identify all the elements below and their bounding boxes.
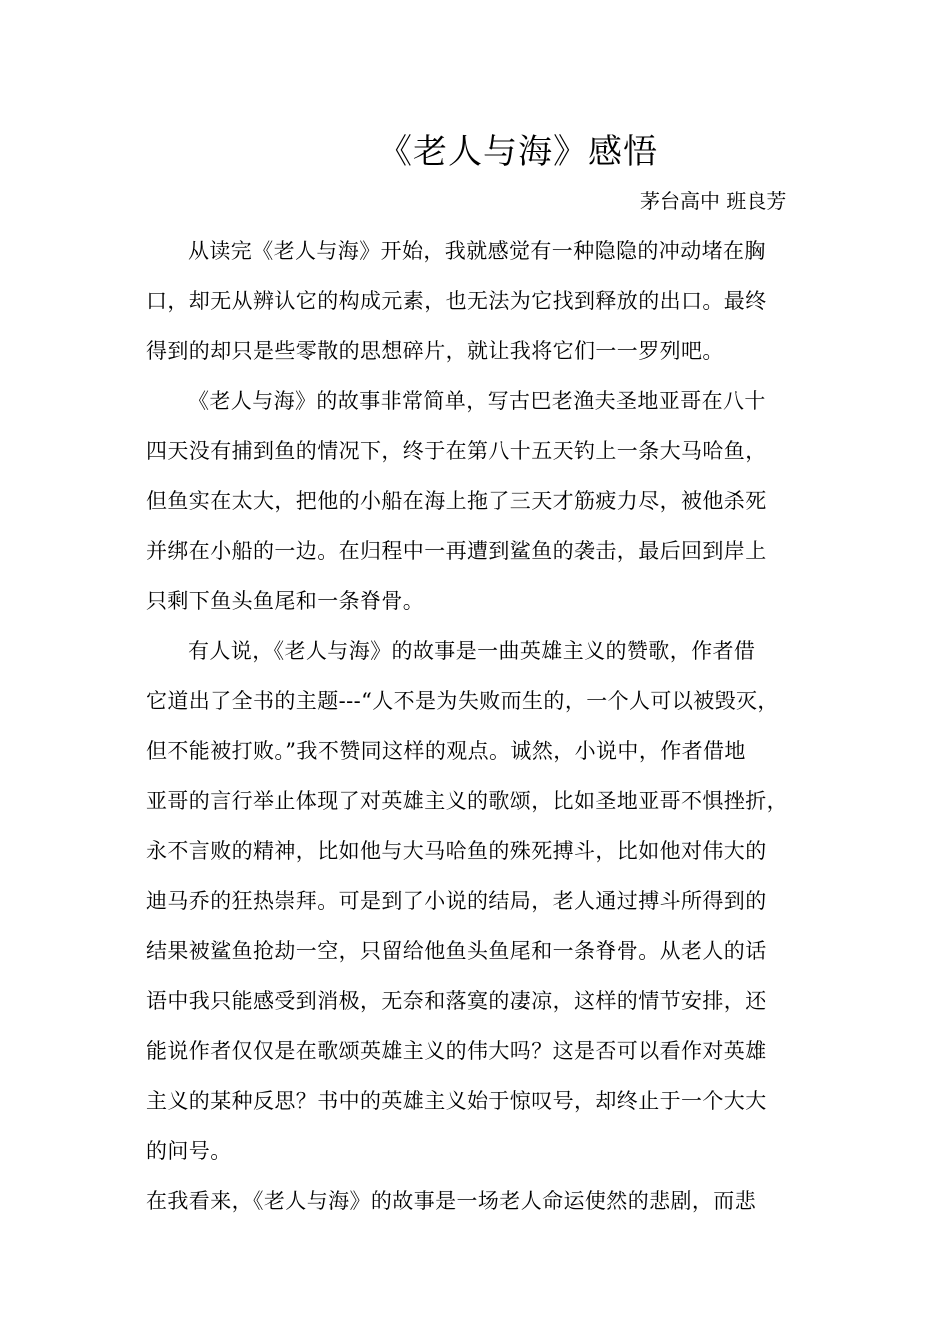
body-line-6: 但鱼实在太大，把他的小船在海上拖了三天才筋疲力尽，被他杀死 — [146, 489, 767, 513]
body-line-5: 四天没有捕到鱼的情况下，终于在第八十五天钓上一条大马哈鱼， — [146, 439, 767, 463]
author-line: 茅台高中 班良芳 — [640, 189, 787, 213]
body-line-8: 只剩下鱼头鱼尾和一条脊骨。 — [146, 589, 425, 613]
body-line-18: 主义的某种反思？书中的英雄主义始于惊叹号，却终止于一个大大 — [146, 1089, 767, 1113]
body-line-16: 语中我只能感受到消极，无奈和落寞的凄凉，这样的情节安排，还 — [146, 989, 767, 1013]
body-line-13: 永不言败的精神，比如他与大马哈鱼的殊死搏斗，比如他对伟大的 — [146, 839, 767, 863]
body-line-12: 亚哥的言行举止体现了对英雄主义的歌颂，比如圣地亚哥不惧挫折， — [146, 789, 788, 813]
body-line-20: 在我看来，《老人与海》的故事是一场老人命运使然的悲剧，而悲 — [146, 1189, 757, 1213]
body-line-19: 的问号。 — [146, 1139, 232, 1163]
body-line-15: 结果被鲨鱼抢劫一空，只留给他鱼头鱼尾和一条脊骨。从老人的话 — [146, 939, 767, 963]
body-line-7: 并绑在小船的一边。在归程中一再遭到鲨鱼的袭击，最后回到岸上 — [146, 539, 767, 563]
body-line-9: 有人说，《老人与海》的故事是一曲英雄主义的赞歌，作者借 — [188, 639, 756, 663]
body-line-3: 得到的却只是些零散的思想碎片，就让我将它们一一罗列吧。 — [146, 339, 724, 363]
body-line-14: 迪马乔的狂热崇拜。可是到了小说的结局，老人通过搏斗所得到的 — [146, 889, 767, 913]
body-line-10: 它道出了全书的主题---“人不是为失败而生的，一个人可以被毁灭， — [146, 689, 779, 713]
page-title: 《老人与海》感悟 — [378, 132, 658, 172]
body-line-11: 但不能被打败。”我不赞同这样的观点。诚然，小说中，作者借地 — [146, 739, 746, 763]
body-line-2: 口，却无从辨认它的构成元素，也无法为它找到释放的出口。最终 — [146, 289, 767, 313]
body-line-1: 从读完《老人与海》开始，我就感觉有一种隐隐的冲动堵在胸 — [188, 239, 766, 263]
body-line-17: 能说作者仅仅是在歌颂英雄主义的伟大吗？这是否可以看作对英雄 — [146, 1039, 767, 1063]
body-line-4: 《老人与海》的故事非常简单，写古巴老渔夫圣地亚哥在八十 — [188, 389, 766, 413]
